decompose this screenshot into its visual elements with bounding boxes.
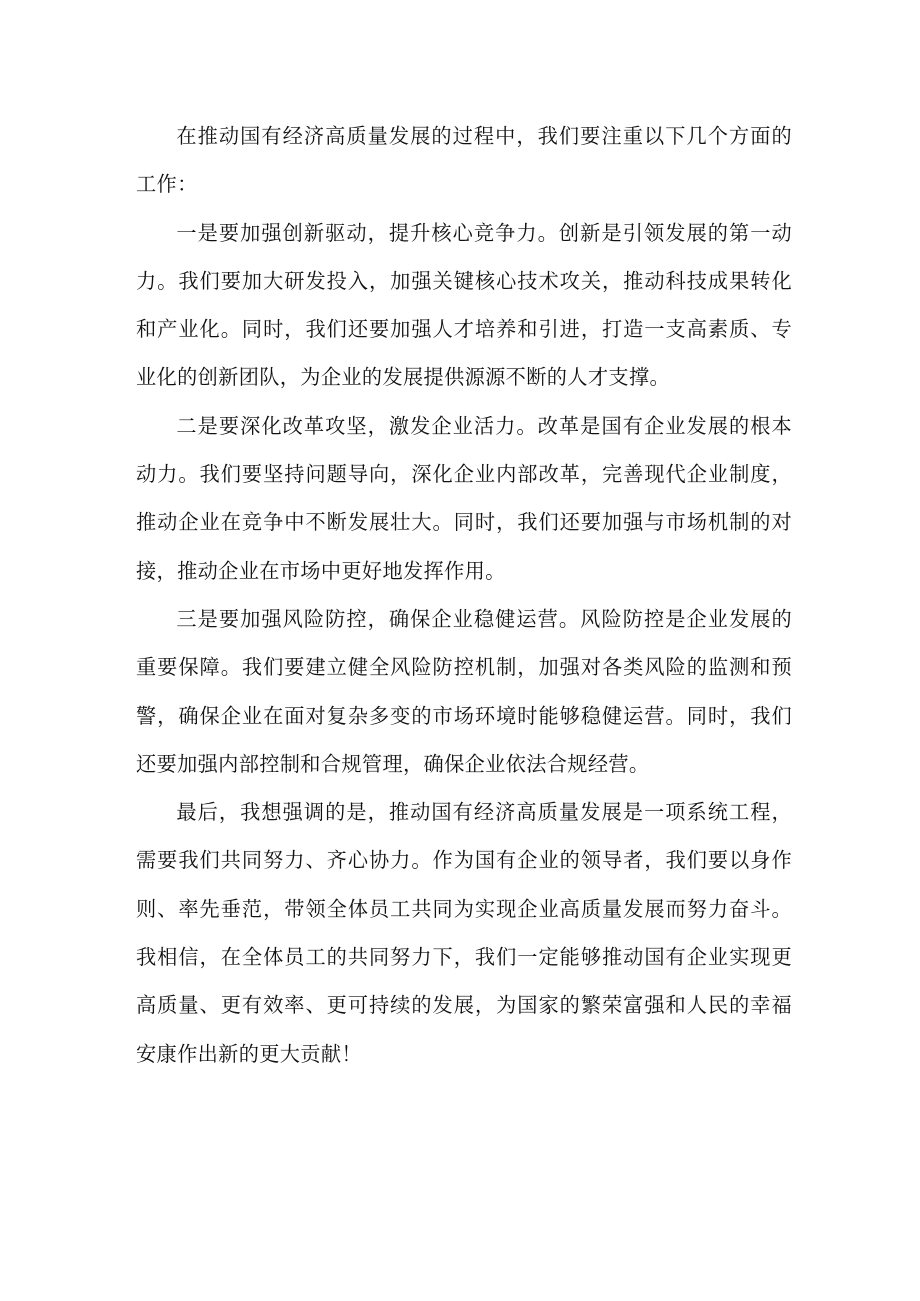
paragraph-reform: 二是要深化改革攻坚，激发企业活力。改革是国有企业发展的根本动力。我们要坚持问题导向，深化企业内部改革，完善现代企业制度，推动企业在竞争中不断发展壮大。同时，我们还要加强与市场机制的对接，推动企业在市场中更好地发挥作用。 <box>136 413 792 583</box>
paragraph-intro: 在推动国有经济高质量发展的过程中，我们要注重以下几个方面的工作： <box>136 124 792 197</box>
document-body <box>136 112 792 1078</box>
paragraph-innovation: 一是要加强创新驱动，提升核心竞争力。创新是引领发展的第一动力。我们要加大研发投入，加强关键核心技术攻关，推动科技成果转化和产业化。同时，我们还要加强人才培养和引进，打造一支高素质、专业化的创新团队，为企业的发展提供源源不断的人才支撑。 <box>136 220 792 390</box>
paragraph-risk-control: 三是要加强风险防控，确保企业稳健运营。风险防控是企业发展的重要保障。我们要建立健全风险防控机制，加强对各类风险的监测和预警，确保企业在面对复杂多变的市场环境时能够稳健运营。同时，我们还要加强内部控制和合规管理，确保企业依法合规经营。 <box>136 606 792 776</box>
paragraph-conclusion: 最后，我想强调的是，推动国有经济高质量发展是一项系统工程，需要我们共同努力、齐心协力。作为国有企业的领导者，我们要以身作则、率先垂范，带领全体员工共同为实现企业高质量发展而努力奋斗。我相信，在全体员工的共同努力下，我们一定能够推动国有企业实现更高质量、更有效率、更可持续的发展，为国家的繁荣富强和人民的幸福安康作出新的更大贡献！ <box>136 800 792 1066</box>
